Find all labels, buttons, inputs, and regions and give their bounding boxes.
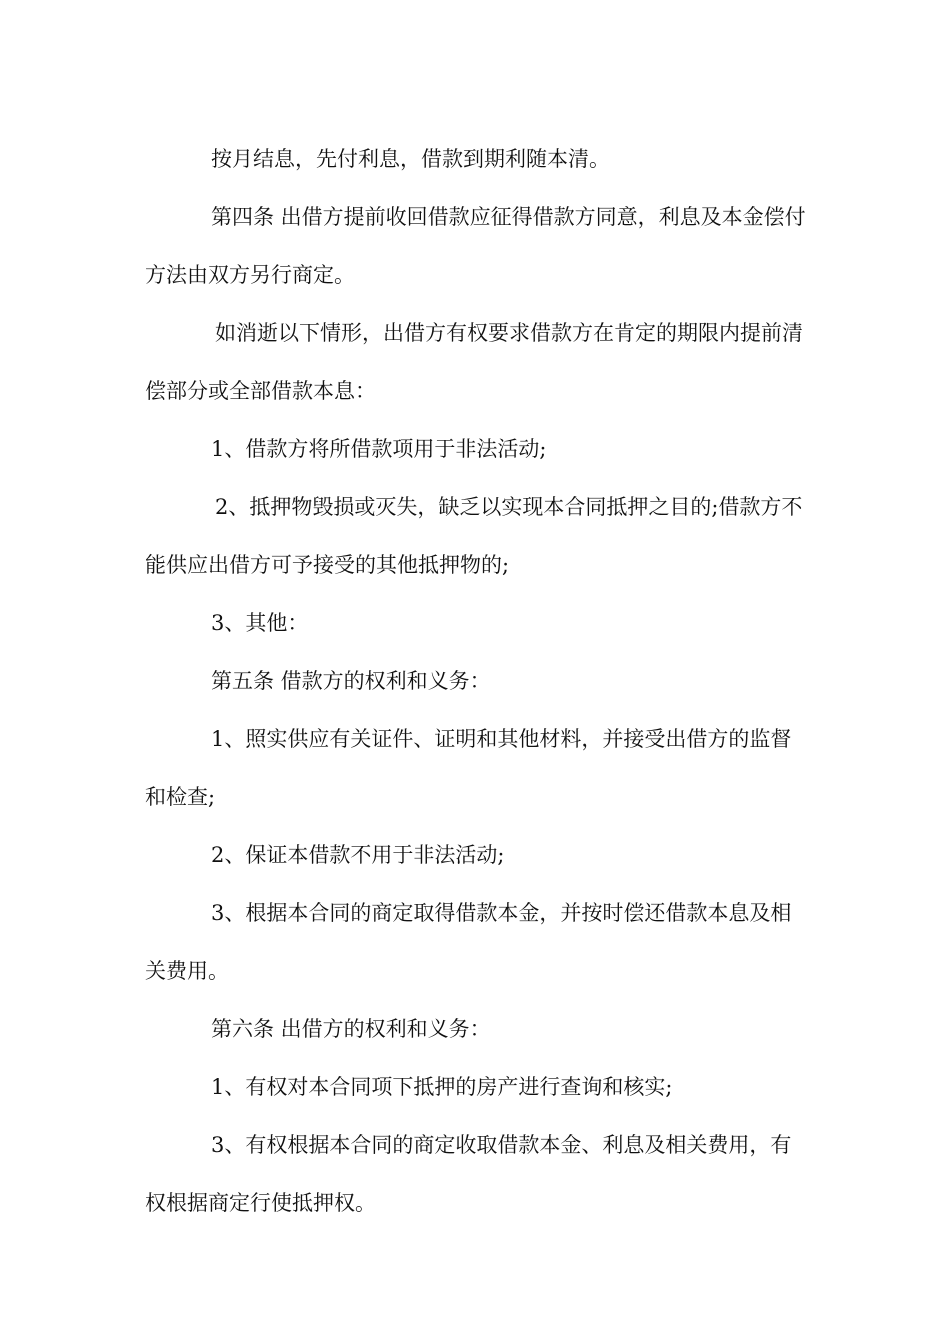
paragraph-article-5: 第五条 借款方的权利和义务：: [211, 669, 491, 693]
document-body: [145, 130, 807, 1232]
paragraph-article-6-item-3: 3、有权根据本合同的商定收取借款本金、利息及相关费用，有权根据商定行使抵押权。: [145, 1133, 792, 1215]
paragraph-article-4-item-2: 2、抵押物毁损或灭失，缺乏以实现本合同抵押之目的;借款方不能供应出借方可予接受的其他抵押物的;: [145, 495, 803, 577]
paragraph-article-6-item-1: 1、有权对本合同项下抵押的房产进行查询和核实;: [211, 1075, 673, 1099]
paragraph-article-5-item-1: 1、照实供应有关证件、证明和其他材料，并接受出借方的监督和检查;: [145, 727, 792, 809]
paragraph-article-5-item-2: 2、保证本借款不用于非法活动;: [211, 843, 505, 867]
paragraph-early-repayment-conditions: 如消逝以下情形，出借方有权要求借款方在肯定的期限内提前清偿部分或全部借款本息：: [145, 321, 803, 403]
paragraph-article-4: 第四条 出借方提前收回借款应征得借款方同意，利息及本金偿付方法由双方另行商定。: [145, 205, 806, 287]
paragraph-article-6: 第六条 出借方的权利和义务：: [211, 1017, 491, 1041]
paragraph-article-4-item-3: 3、其他：: [211, 611, 309, 635]
paragraph-article-5-item-3: 3、根据本合同的商定取得借款本金，并按时偿还借款本息及相关费用。: [145, 901, 792, 983]
paragraph-article-4-item-1: 1、借款方将所借款项用于非法活动;: [211, 437, 547, 461]
paragraph-interest-settlement: 按月结息，先付利息，借款到期利随本清。: [211, 147, 610, 171]
